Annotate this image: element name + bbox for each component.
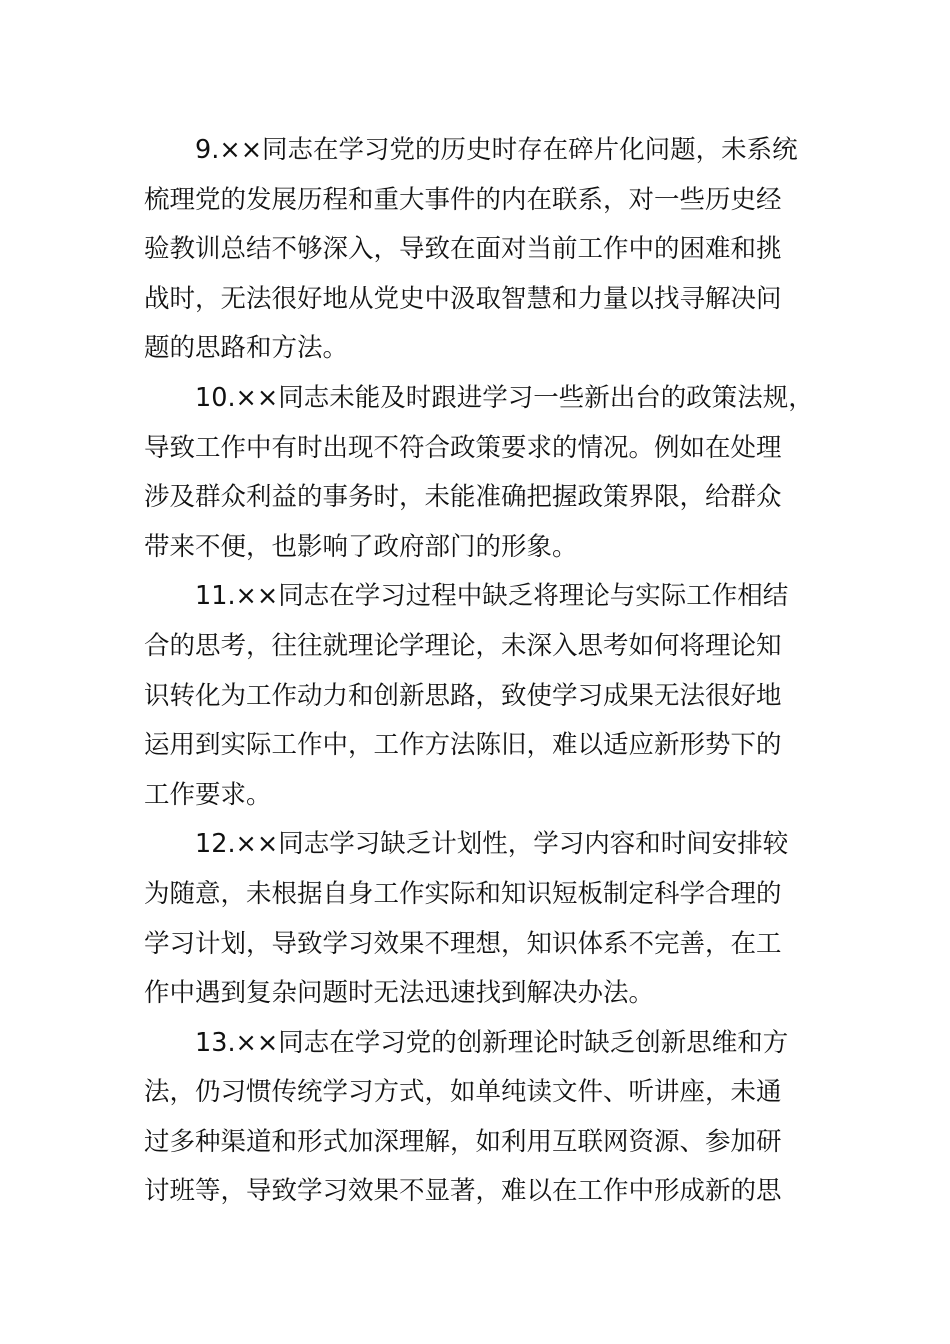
- text-line: 过多种渠道和形式加深理解，如利用互联网资源、参加研: [144, 1126, 782, 1157]
- text-line: 9.××同志在学习党的历史时存在碎片化问题，未系统: [195, 135, 798, 165]
- text-line: 题的思路和方法。: [144, 333, 349, 364]
- text-line: 运用到实际工作中，工作方法陈旧，难以适应新形势下的: [144, 730, 782, 761]
- text-line: 涉及群众利益的事务时，未能准确把握政策界限，给群众: [144, 482, 782, 513]
- text-line: 梳理党的发展历程和重大事件的内在联系，对一些历史经: [144, 184, 782, 215]
- text-line: 带来不便，也影响了政府部门的形象。: [144, 531, 578, 562]
- text-line: 作中遇到复杂问题时无法迅速找到解决办法。: [144, 978, 655, 1009]
- paragraph-item-9: [144, 126, 808, 374]
- text-line: 战时，无法很好地从党史中汲取智慧和力量以找寻解决问: [144, 283, 782, 314]
- text-line: 11.××同志在学习过程中缺乏将理论与实际工作相结: [195, 581, 789, 612]
- text-line: 识转化为工作动力和创新思路，致使学习成果无法很好地: [144, 680, 782, 711]
- text-line: 13.××同志在学习党的创新理论时缺乏创新思维和方: [195, 1027, 789, 1058]
- paragraph-item-13: [144, 1019, 808, 1217]
- document-body: [144, 126, 814, 1217]
- text-line: 10.××同志未能及时跟进学习一些新出台的政策法规，: [195, 382, 814, 413]
- text-line: 讨班等，导致学习效果不显著，难以在工作中形成新的思: [144, 1176, 782, 1207]
- text-line: 导致工作中有时出现不符合政策要求的情况。例如在处理: [144, 432, 782, 463]
- text-line: 学习计划，导致学习效果不理想，知识体系不完善，在工: [144, 928, 782, 959]
- paragraph-item-10: [144, 374, 814, 572]
- text-line: 为随意，未根据自身工作实际和知识短板制定科学合理的: [144, 878, 782, 909]
- paragraph-item-11: [144, 572, 808, 820]
- text-line: 法，仍习惯传统学习方式，如单纯读文件、听讲座，未通: [144, 1077, 782, 1108]
- text-line: 12.××同志学习缺乏计划性，学习内容和时间安排较: [195, 829, 789, 860]
- text-line: 验教训总结不够深入，导致在面对当前工作中的困难和挑: [144, 234, 782, 265]
- paragraph-item-12: [144, 820, 808, 1018]
- text-line: 合的思考，往往就理论学理论，未深入思考如何将理论知: [144, 630, 782, 661]
- text-line: 工作要求。: [144, 779, 272, 810]
